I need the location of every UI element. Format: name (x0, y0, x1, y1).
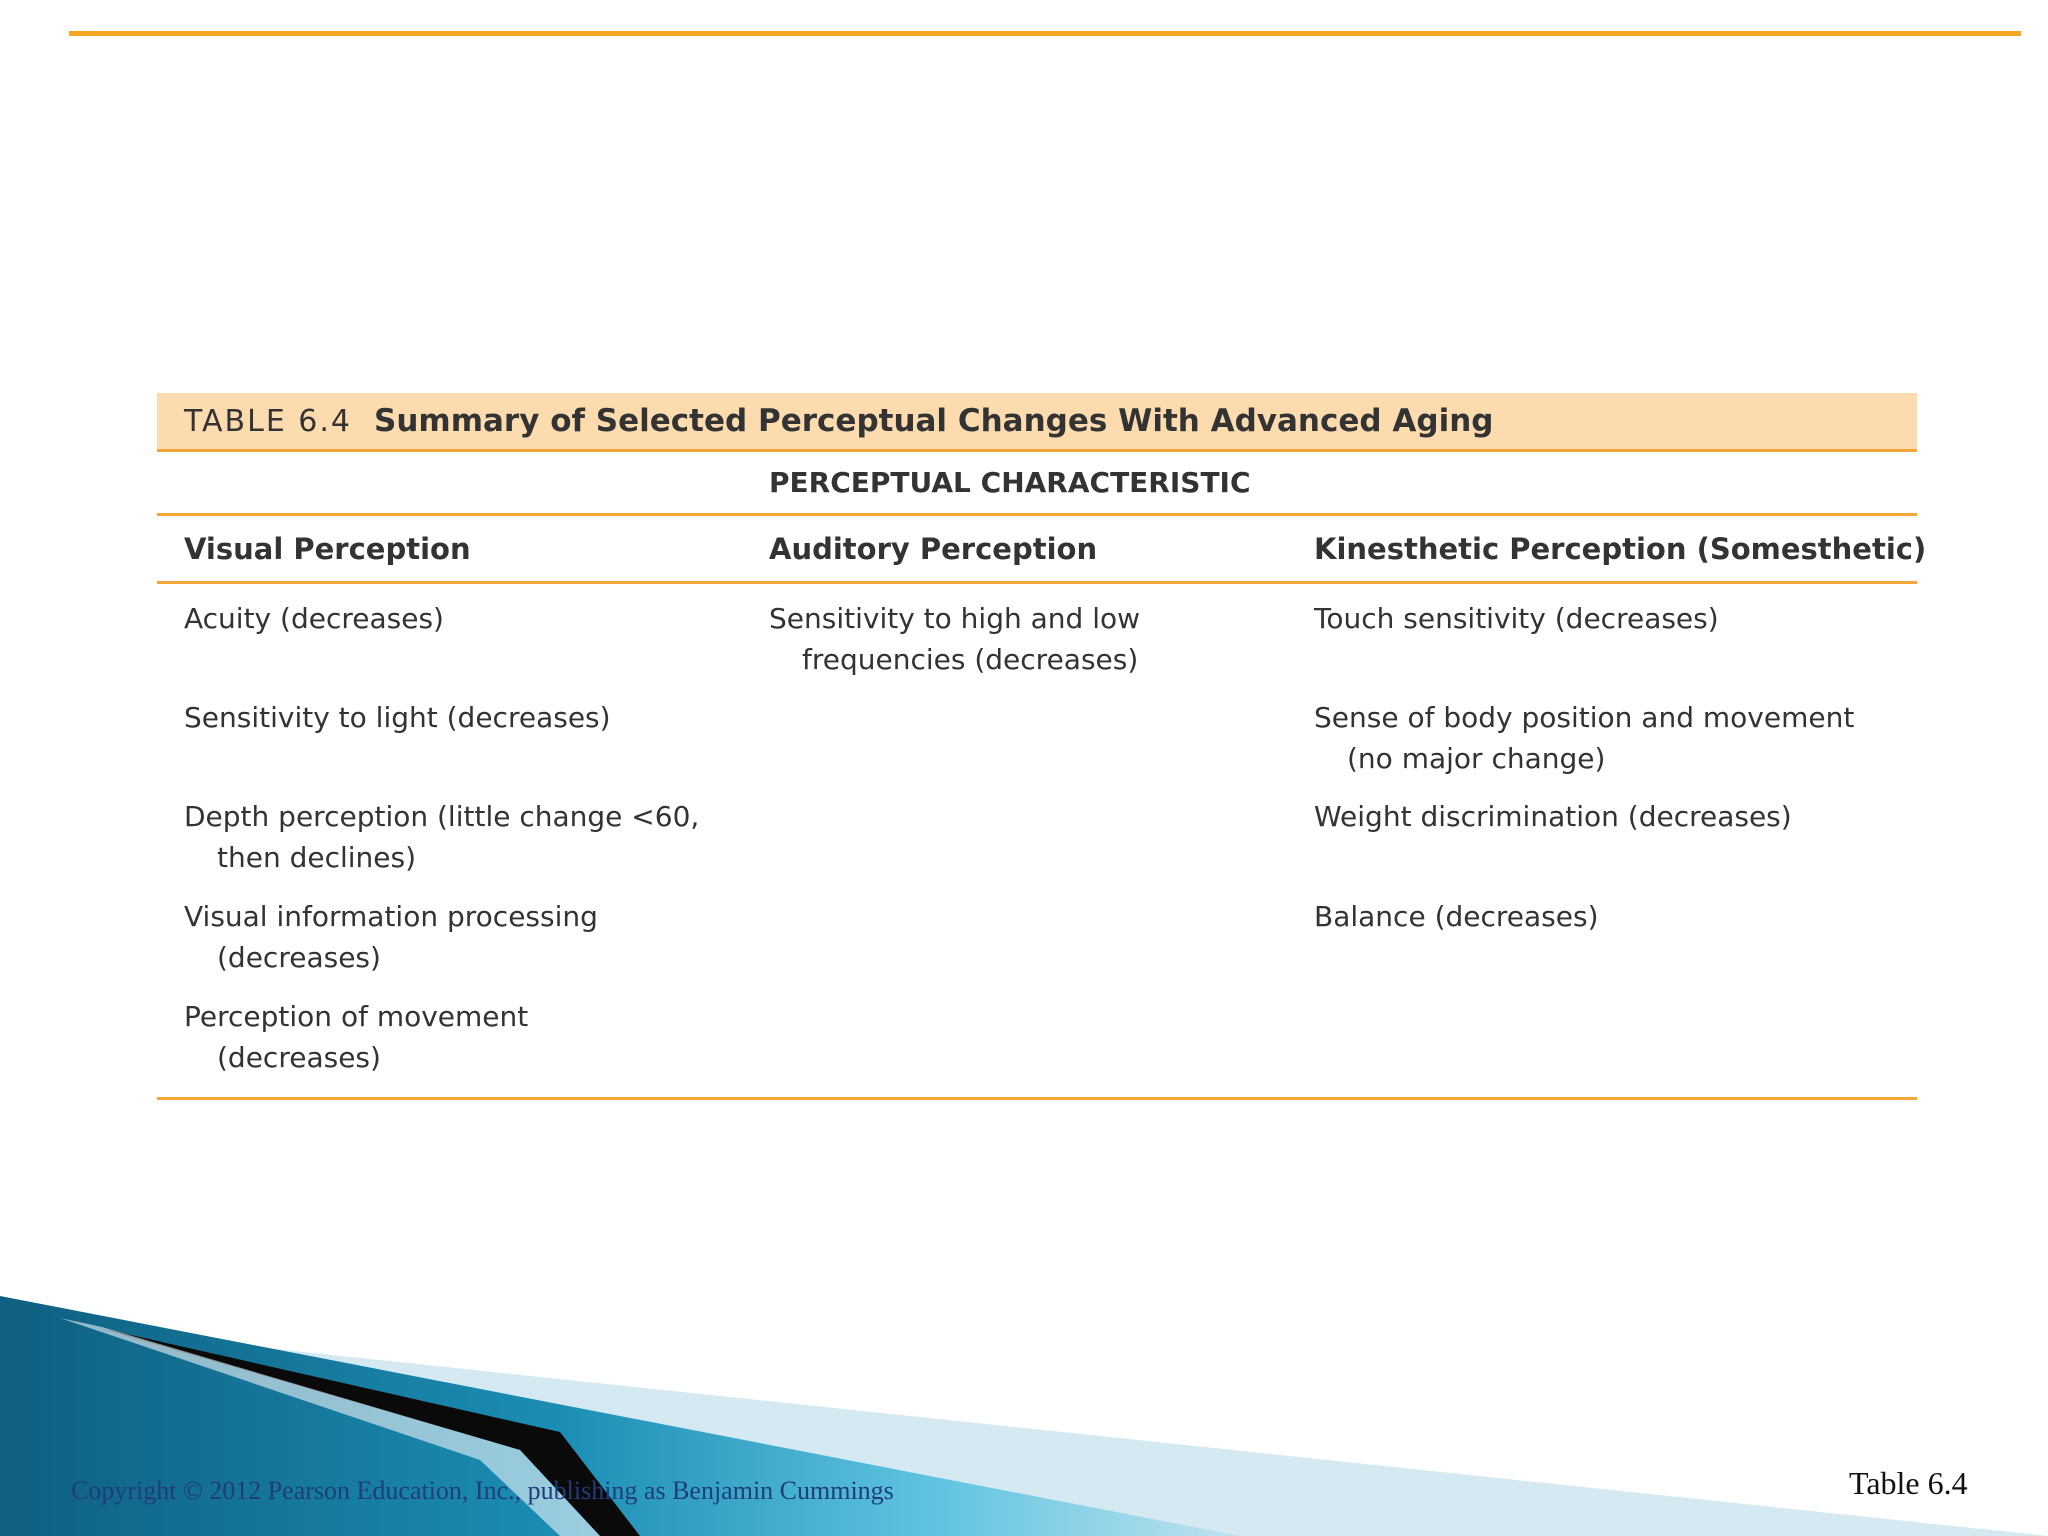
cell-line-continued: (decreases) (217, 1041, 381, 1074)
cell-line-continued: (decreases) (217, 941, 381, 974)
footer-table-label: Table 6.4 (1849, 1465, 1968, 1501)
table-cell-kinesthetic-weight (1314, 796, 1792, 837)
table-cell-visual-processing (184, 896, 598, 978)
column-header-visual: Visual Perception (184, 531, 471, 566)
cell-line: Visual information processing (184, 900, 598, 933)
table-body (157, 584, 1917, 1100)
cell-line: Sensitivity to light (decreases) (184, 701, 611, 734)
footer-copyright: Copyright © 2012 Pearson Education, Inc., publishing as Benjamin Cummings (71, 1476, 894, 1505)
table-super-header (157, 452, 1917, 516)
table-cell-visual-depth (184, 796, 699, 878)
table-cell-kinesthetic-position (1314, 697, 1854, 779)
cell-line: Sense of body position and movement (1314, 701, 1855, 734)
cell-line: Perception of movement (184, 1000, 529, 1033)
cell-line: Balance (decreases) (1314, 900, 1599, 933)
cell-line: Touch sensitivity (decreases) (1314, 602, 1719, 635)
column-header-auditory: Auditory Perception (769, 531, 1098, 566)
cell-line-continued: (no major change) (1347, 742, 1606, 775)
column-header-kinesthetic: Kinesthetic Perception (Somesthetic) (1314, 531, 1927, 566)
super-header-label: PERCEPTUAL CHARACTERISTIC (769, 466, 1251, 499)
table-cell-visual-acuity (184, 598, 444, 639)
table-cell-kinesthetic-touch (1314, 598, 1719, 639)
table-cell-visual-movement (184, 996, 528, 1078)
cell-line-continued: frequencies (decreases) (802, 643, 1139, 676)
table-column-headers (157, 516, 1927, 584)
table-cell-kinesthetic-balance (1314, 896, 1599, 937)
cell-line: Weight discrimination (decreases) (1314, 800, 1792, 833)
cell-line: Depth perception (little change <60, (184, 800, 700, 833)
perceptual-changes-table (157, 393, 1927, 1100)
table-cell-auditory-frequency (769, 598, 1140, 680)
table-title: Summary of Selected Perceptual Changes With Advanced Aging (374, 403, 1494, 439)
cell-line: Sensitivity to high and low (769, 602, 1141, 635)
cell-line-continued: then declines) (217, 841, 417, 874)
table-number: TABLE 6.4 (184, 403, 353, 439)
table-cell-visual-light (184, 697, 611, 738)
cell-line: Acuity (decreases) (184, 602, 444, 635)
table-header-bar (157, 393, 1917, 452)
